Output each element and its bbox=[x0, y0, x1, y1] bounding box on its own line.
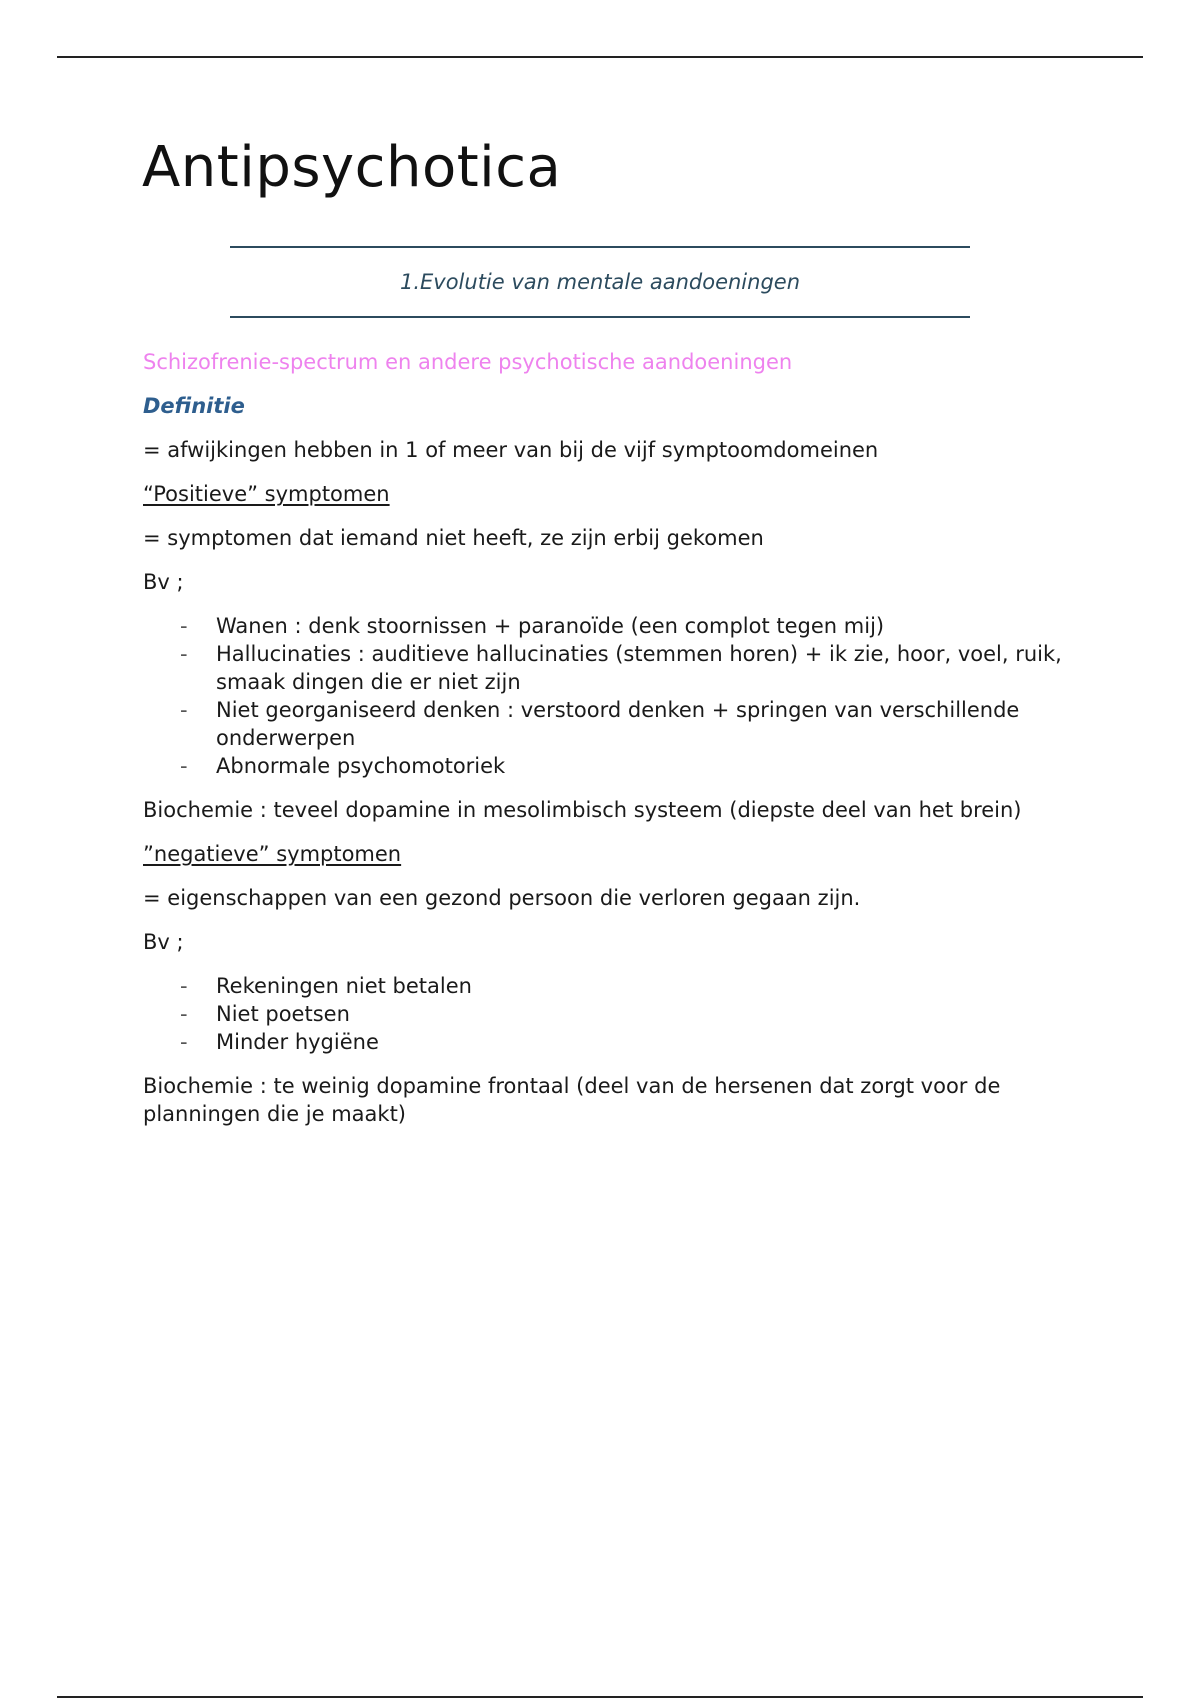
positive-symptoms-description: = symptomen dat iemand niet heeft, ze zijn erbij gekomen bbox=[143, 526, 764, 550]
dash-bullet: - bbox=[180, 698, 188, 722]
dash-bullet: - bbox=[180, 614, 188, 638]
dash-bullet: - bbox=[180, 974, 188, 998]
list-item: - Niet georganiseerd denken : verstoord denken + springen van verschillende onderwerpen bbox=[180, 698, 1020, 750]
dash-bullet: - bbox=[180, 1002, 188, 1026]
list-item: - Niet poetsen bbox=[180, 1002, 350, 1026]
positive-example-label: Bv ; bbox=[143, 570, 184, 594]
definition-text: = afwijkingen hebben in 1 of meer van bij de vijf symptoomdomeinen bbox=[143, 438, 879, 462]
negative-symptoms-heading bbox=[143, 840, 1063, 868]
dash-bullet: - bbox=[180, 1030, 188, 1054]
negative-biochemistry: Biochemie : te weinig dopamine frontaal (deel van de hersenen dat zorgt voor de planningen die je maakt) bbox=[143, 1074, 1001, 1126]
list-item: - Hallucinaties : auditieve hallucinaties (stemmen horen) + ik zie, hoor, voel, ruik, smaak dingen die er niet zijn bbox=[180, 642, 1062, 694]
positive-symptoms-list bbox=[143, 612, 1063, 780]
definition-label: Definitie bbox=[143, 394, 245, 418]
page-bottom-rule bbox=[57, 1696, 1143, 1698]
dash-bullet: - bbox=[180, 754, 188, 778]
list-item: - Minder hygiëne bbox=[180, 1030, 379, 1054]
document-title: Antipsychotica bbox=[142, 135, 562, 200]
negative-symptoms-list bbox=[143, 972, 1063, 1056]
list-item: - Abnormale psychomotoriek bbox=[180, 754, 506, 778]
dash-bullet: - bbox=[180, 642, 188, 666]
positive-symptoms-heading-text: “Positieve” symptomen bbox=[143, 482, 390, 506]
page-top-rule bbox=[57, 56, 1143, 58]
list-item: - Rekeningen niet betalen bbox=[180, 974, 472, 998]
section-heading-box bbox=[230, 246, 970, 318]
negative-example-label: Bv ; bbox=[143, 930, 184, 954]
list-item: - Wanen : denk stoornissen + paranoïde (een complot tegen mij) bbox=[180, 614, 885, 638]
negative-symptoms-heading-text: ”negatieve” symptomen bbox=[143, 842, 402, 866]
document-body bbox=[143, 348, 1063, 1144]
positive-biochemistry: Biochemie : teveel dopamine in mesolimbisch systeem (diepste deel van het brein) bbox=[143, 798, 1022, 822]
subheading: Schizofrenie-spectrum en andere psychotische aandoeningen bbox=[143, 350, 793, 374]
positive-symptoms-heading bbox=[143, 480, 1063, 508]
negative-symptoms-description: = eigenschappen van een gezond persoon die verloren gegaan zijn. bbox=[143, 886, 861, 910]
section-heading: 1.Evolutie van mentale aandoeningen bbox=[399, 270, 801, 294]
